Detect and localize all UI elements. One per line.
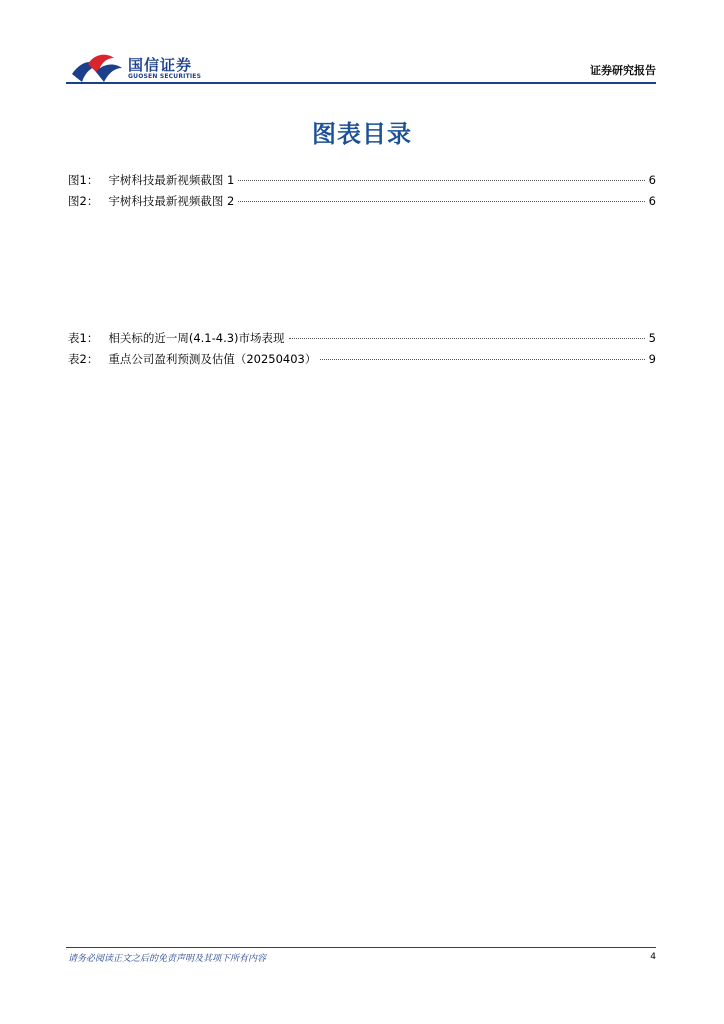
toc-entry-page: 6 bbox=[648, 194, 656, 208]
guosen-logo-mark-icon bbox=[70, 52, 124, 84]
header-divider bbox=[66, 82, 656, 84]
toc-entry-number: 表1： bbox=[68, 331, 99, 345]
toc-entry-title: 宇树科技最新视频截图 1 bbox=[108, 173, 235, 187]
toc-entry-number: 图2： bbox=[68, 194, 99, 208]
dot-leader bbox=[320, 359, 644, 360]
toc-title: 图表目录 bbox=[312, 120, 412, 148]
toc-entry-page: 6 bbox=[648, 173, 656, 187]
report-type-label: 证券研究报告 bbox=[590, 64, 656, 77]
logo-chinese-name: 国信证券 bbox=[128, 56, 193, 74]
toc-entry-figure-2[interactable] bbox=[68, 191, 656, 212]
toc-entry-page: 9 bbox=[648, 352, 656, 366]
footer-disclaimer: 请务必阅读正文之后的免责声明及其项下所有内容 bbox=[68, 954, 267, 964]
dot-leader bbox=[238, 180, 644, 181]
dot-leader bbox=[289, 338, 645, 339]
table-list bbox=[68, 328, 656, 370]
page-number: 4 bbox=[650, 952, 656, 962]
toc-entry-table-1[interactable] bbox=[68, 328, 656, 349]
toc-entry-number: 表2： bbox=[68, 352, 99, 366]
figure-list bbox=[68, 170, 656, 212]
toc-entry-number: 图1： bbox=[68, 173, 99, 187]
toc-entry-table-2[interactable] bbox=[68, 349, 656, 370]
guosen-logo bbox=[70, 52, 210, 84]
toc-entry-figure-1[interactable] bbox=[68, 170, 656, 191]
page-header bbox=[66, 50, 656, 84]
toc-entry-title: 相关标的近一周(4.1-4.3)市场表现 bbox=[108, 331, 285, 345]
toc-entry-title: 宇树科技最新视频截图 2 bbox=[108, 194, 235, 208]
toc-entry-page: 5 bbox=[648, 331, 656, 345]
logo-english-name: GUOSEN SECURITIES bbox=[128, 73, 202, 80]
dot-leader bbox=[238, 201, 644, 202]
toc-entry-title: 重点公司盈利预测及估值（20250403） bbox=[108, 352, 317, 366]
footer-divider bbox=[66, 947, 656, 948]
